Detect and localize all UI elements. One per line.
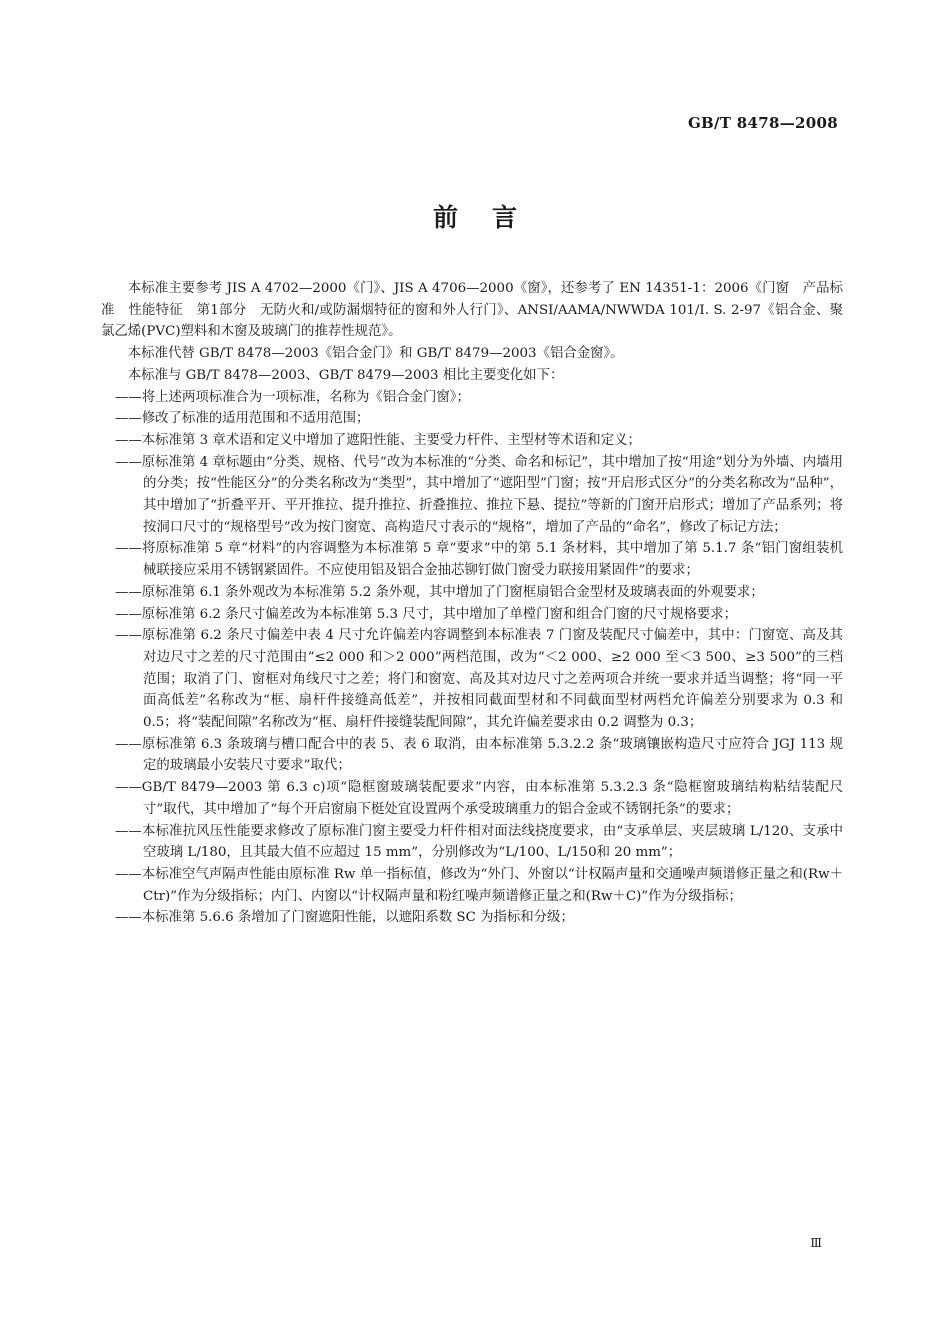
list-item: ——原标准第 6.1 条外观改为本标准第 5.2 条外观，其中增加了门窗框扇铝合金型材及玻璃表面的外观要求； bbox=[115, 584, 764, 600]
list-item: ——本标准抗风压性能要求修改了原标准门窗主要受力杆件相对面法线挠度要求，由“支承单层、夹层玻璃 L/120、支承中空玻璃 L/180，且其最大值不应超过 15 mm”，分别修改为“L/100、L/150和 20 mm”； bbox=[115, 823, 843, 861]
list-item: ——原标准第 6.2 条尺寸偏差中表 4 尺寸允许偏差内容调整到本标准表 7 门窗及装配尺寸偏差中，其中：门窗宽、高及其对边尺寸之差的尺寸范围由“≤2 000 和＞2 000”两档范围，改为“＜2 000、≥2 000 至＜3 500、≥3 500”的三档范围；取消了门、窗框对角线尺寸之差；将门和窗宽、高及其对边尺寸之差两项合并统一要求并适当调整；将“同一平面高低差”名称改为“框、扇杆件接缝高低差”，并按相同截面型材和不同截面型材两档允许偏差分别要求为 0.3 和 0.5；将“装配间隙”名称改为“框、扇杆件接缝装配间隙”，其允许偏差要求由 0.2 调整为 0.3； bbox=[115, 628, 843, 731]
list-item: ——将上述两项标准合为一项标准，名称为《铝合金门窗》； bbox=[115, 389, 470, 405]
page-title: 前言 bbox=[432, 203, 551, 232]
list-item: ——将原标准第 5 章“材料”的内容调整为本标准第 5 章“要求”中的第 5.1 条材料，其中增加了第 5.1.7 条“铝门窗组装机械联接应采用不锈钢紧固件。不应使用铝及铝合金抽芯铆钉做门窗受力联接用紧固件”的要求； bbox=[115, 541, 843, 579]
list-item: ——GB/T 8479—2003 第 6.3 c)项“隐框窗玻璃装配要求”内容，由本标准第 5.3.2.3 条“隐框窗玻璃结构粘结装配尺寸”取代，其中增加了“每个开启窗扇下梃处宜设置两个承受玻璃重力的铝合金或不锈钢托条”的要求； bbox=[115, 780, 843, 817]
document-body bbox=[101, 278, 843, 929]
paragraph-supersedes: 本标准代替 GB/T 8478—2003《铝合金门》和 GB/T 8479—2003《铝合金窗》。 bbox=[127, 346, 624, 362]
list-item: ——原标准第 6.2 条尺寸偏差改为本标准第 5.3 尺寸，其中增加了单樘门窗和组合门窗的尺寸规格要求； bbox=[115, 606, 738, 622]
list-item: ——本标准第 5.6.6 条增加了门窗遮阳性能，以遮阳系数 SC 为指标和分级； bbox=[115, 910, 574, 926]
paragraph-references: 本标准主要参考 JIS A 4702—2000《门》、JIS A 4706—2000《窗》，还参考了 EN 14351-1：2006《门窗 产品标准 性能特征 第1部分 无防火和/或防漏烟特征的窗和外人行门》、ANSI/AAMA/NWWDA 101/I. S. 2-97《铝合金、聚氯乙烯(PVC)塑料和木窗及玻璃门的推荐性规范》。 bbox=[101, 281, 843, 340]
page-number: Ⅲ bbox=[810, 1236, 822, 1250]
paragraph-changes-intro: 本标准与 GB/T 8478—2003、GB/T 8479—2003 相比主要变化如下： bbox=[127, 367, 564, 383]
list-item: ——修改了标准的适用范围和不适用范围； bbox=[115, 411, 370, 427]
list-item: ——本标准第 3 章术语和定义中增加了遮阳性能、主要受力杆件、主型材等术语和定义； bbox=[115, 432, 641, 448]
list-item: ——本标准空气声隔声性能由原标准 Rw 单一指标值，修改为“外门、外窗以“计权隔声量和交通噪声频谱修正量之和(Rw＋Ctr)”作为分级指标；内门、内窗以“计权隔声量和粉红噪声频谱修正量之和(Rw＋C)”作为分级指标； bbox=[115, 866, 843, 904]
list-item: ——原标准第 6.3 条玻璃与槽口配合中的表 5、表 6 取消，由本标准第 5.3.2.2 条“玻璃镶嵌构造尺寸应符合 JGJ 113 规定的玻璃最小安装尺寸要求”取代； bbox=[115, 736, 843, 774]
list-item: ——原标准第 4 章标题由“分类、规格、代号”改为本标准的“分类、命名和标记”，其中增加了按“用途”划分为外墙、内墙用的分类；按“性能区分”的分类名称改为“类型”，其中增加了“遮阳型”门窗；按“开启形式区分”的分类名称改为“品种”，其中增加了“折叠平开、平开推拉、提升推拉、折叠推拉、推拉下悬、提拉”等新的门窗开启形式；增加了产品系列；将按洞口尺寸的“规格型号”改为按门窗宽、高构造尺寸表示的“规格”，增加了产品的“命名”，修改了标记方法； bbox=[115, 454, 843, 535]
standard-number: GB/T 8478—2008 bbox=[687, 114, 838, 132]
